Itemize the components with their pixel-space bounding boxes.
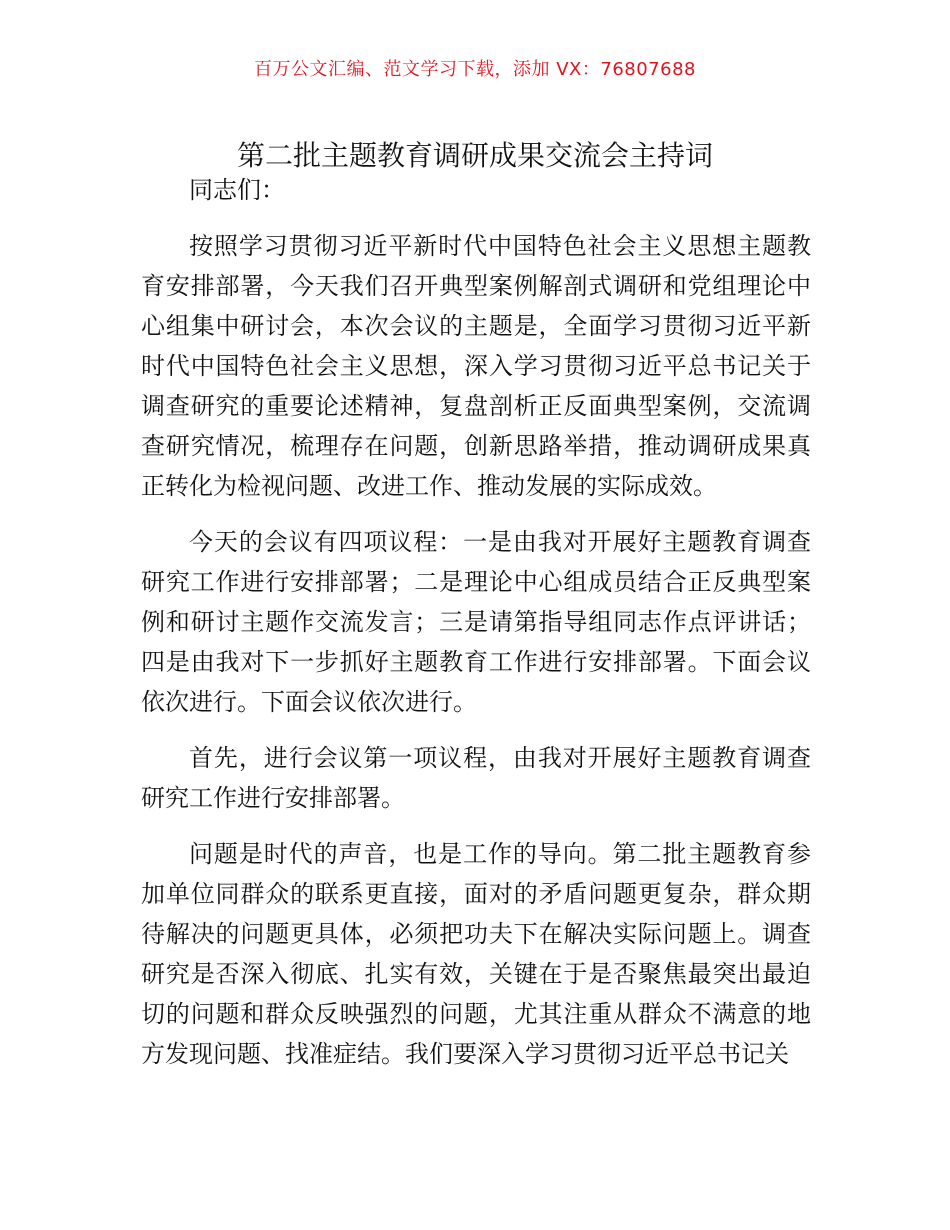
salutation: 同志们：: [189, 176, 285, 204]
paragraph-problems: 问题是时代的声音，也是工作的导向。第二批主题教育参加单位同群众的联系更直接，面对的矛盾问题更复杂，群众期待解决的问题更具体，必须把功夫下在解决实际问题上。调查研究是否深入彻底、扎实有效，关键在于是否聚焦最突出最迫切的问题和群众反映强烈的问题，尤其注重从群众不满意的地方发现问题、找准症结。我们要深入学习贯彻习近平总书记关: [141, 840, 811, 1068]
document-body: [141, 170, 811, 1074]
paragraph-agenda: 今天的会议有四项议程：一是由我对开展好主题教育调查研究工作进行安排部署；二是理论中心组成员结合正反典型案例和研讨主题作交流发言；三是请第指导组同志作点评讲话；四是由我对下一步抓好主题教育工作进行安排部署。下面会议依次进行。下面会议依次进行。: [141, 528, 811, 716]
paragraph-intro: 按照学习贯彻习近平新时代中国特色社会主义思想主题教育安排部署，今天我们召开典型案例解剖式调研和党组理论中心组集中研讨会，本次会议的主题是，全面学习贯彻习近平新时代中国特色社会主义思想，深入学习贯彻习近平总书记关于调查研究的重要论述精神，复盘剖析正反面典型案例，交流调查研究情况，梳理存在问题，创新思路举措，推动调研成果真正转化为检视问题、改进工作、推动发展的实际成效。: [141, 232, 811, 500]
paragraph-first-item: 首先，进行会议第一项议程，由我对开展好主题教育调查研究工作进行安排部署。: [141, 744, 811, 812]
header-watermark: 百万公文汇编、范文学习下载，添加 VX：76807688: [254, 59, 696, 80]
document-title: 第二批主题教育调研成果交流会主持词: [236, 138, 713, 172]
